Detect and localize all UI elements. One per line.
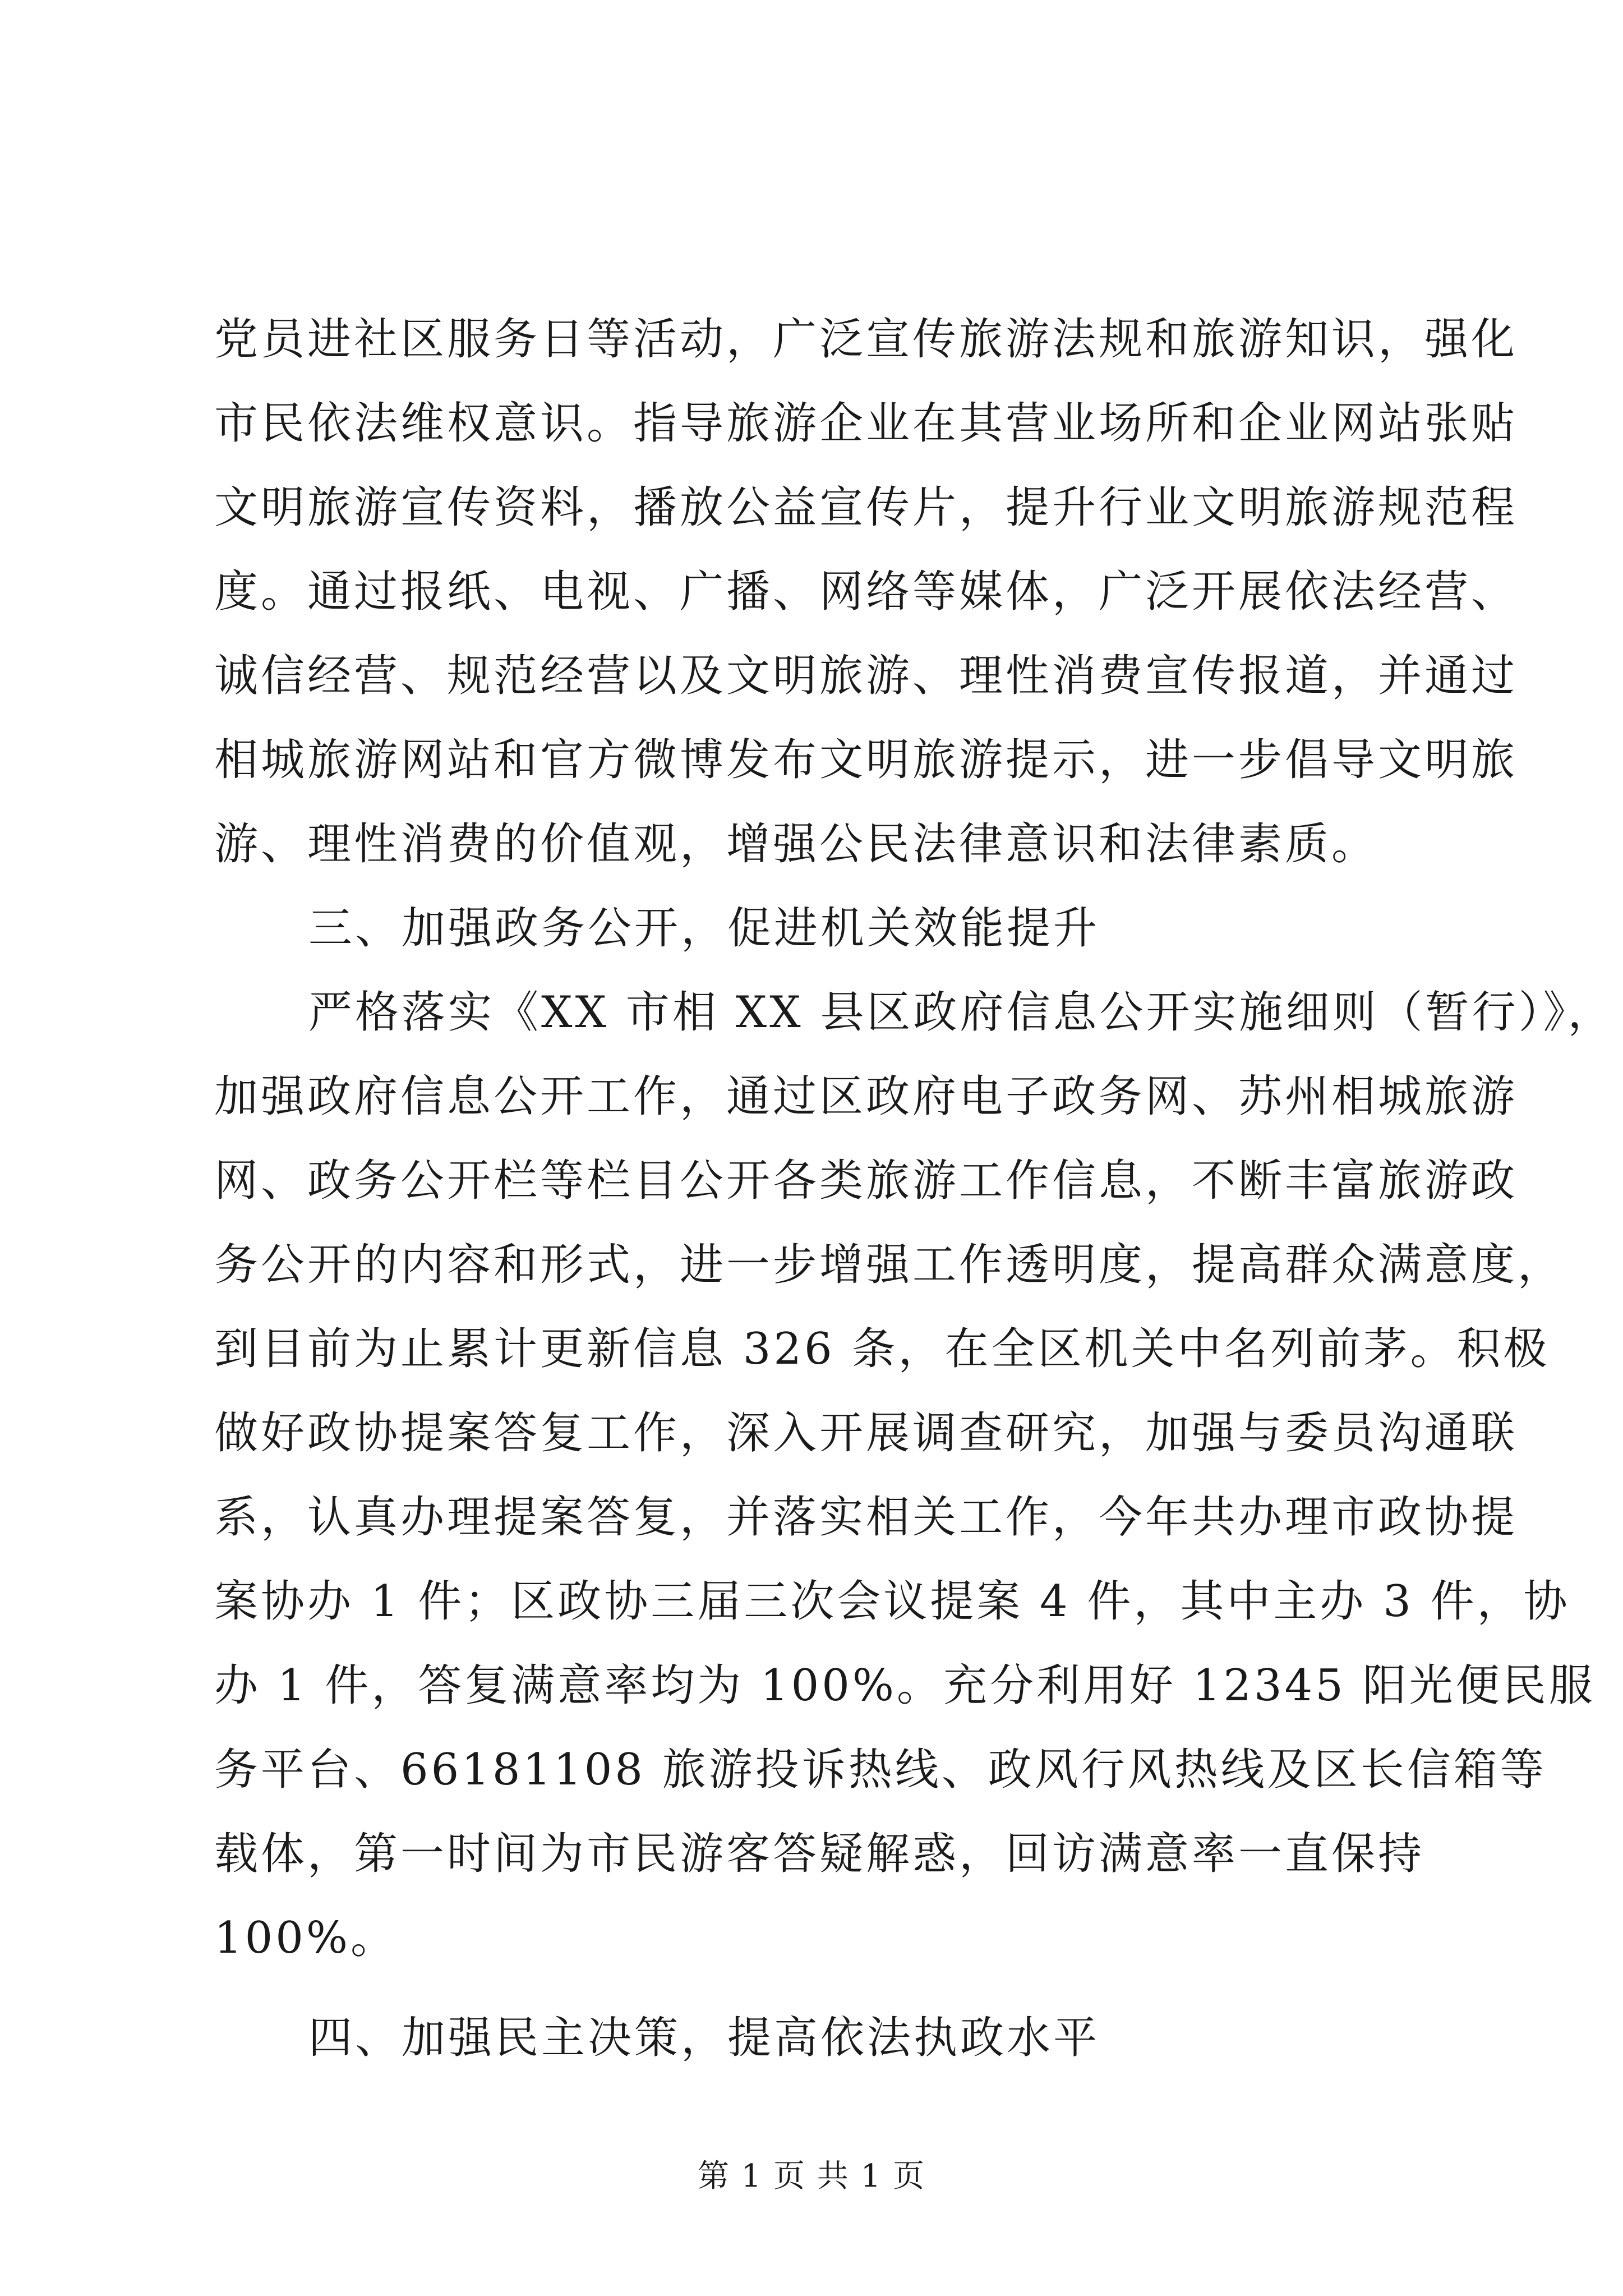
paragraph-line: 严格落实《XX 市相 XX 县区政府信息公开实施细则（暂行）》，	[308, 987, 1615, 1038]
section-heading: 三、加强政务公开，促进机关效能提升	[308, 903, 1100, 954]
paragraph-line: 度。通过报纸、电视、广播、网络等媒体，广泛开展依法经营、	[214, 567, 1518, 617]
paragraph-line: 诚信经营、规范经营以及文明旅游、理性消费宣传报道，并通过	[214, 651, 1518, 701]
paragraph-line: 做好政协提案答复工作，深入开展调查研究，加强与委员沟通联	[214, 1408, 1518, 1458]
paragraph-line: 游、理性消费的价值观，增强公民法律意识和法律素质。	[214, 819, 1378, 869]
paragraph-line: 网、政务公开栏等栏目公开各类旅游工作信息，不断丰富旅游政	[214, 1156, 1518, 1206]
page-footer: 第 1 页 共 1 页	[697, 2158, 926, 2194]
paragraph-line: 党员进社区服务日等活动，广泛宣传旅游法规和旅游知识，强化	[214, 314, 1518, 365]
paragraph-line: 100%。	[214, 1913, 397, 1963]
paragraph-line: 文明旅游宣传资料，播放公益宣传片，提升行业文明旅游规范程	[214, 482, 1518, 533]
paragraph-line: 载体，第一时间为市民游客答疑解惑，回访满意率一直保持	[214, 1829, 1425, 1879]
paragraph-line: 相城旅游网站和官方微博发布文明旅游提示，进一步倡导文明旅	[214, 735, 1518, 785]
paragraph-line: 加强政府信息公开工作，通过区政府电子政务网、苏州相城旅游	[214, 1071, 1518, 1122]
paragraph-line: 系，认真办理提案答复，并落实相关工作，今年共办理市政协提	[214, 1492, 1518, 1543]
section-heading: 四、加强民主决策，提高依法执政水平	[308, 2013, 1100, 2063]
paragraph-line: 务平台、66181108 旅游投诉热线、政风行风热线及区长信箱等	[214, 1745, 1547, 1795]
paragraph-line: 案协办 1 件；区政协三届三次会议提案 4 件，其中主办 3 件，协	[214, 1576, 1570, 1627]
paragraph-line: 办 1 件，答复满意率均为 100%。充分利用好 12345 阳光便民服	[214, 1660, 1596, 1711]
document-body	[214, 297, 1615, 2080]
paragraph-line: 到目前为止累计更新信息 326 条，在全区机关中名列前茅。积极	[214, 1324, 1550, 1374]
paragraph-line: 市民依法维权意识。指导旅游企业在其营业场所和企业网站张贴	[214, 398, 1518, 449]
paragraph-line: 务公开的内容和形式，进一步增强工作透明度，提高群众满意度，	[214, 1240, 1565, 1290]
